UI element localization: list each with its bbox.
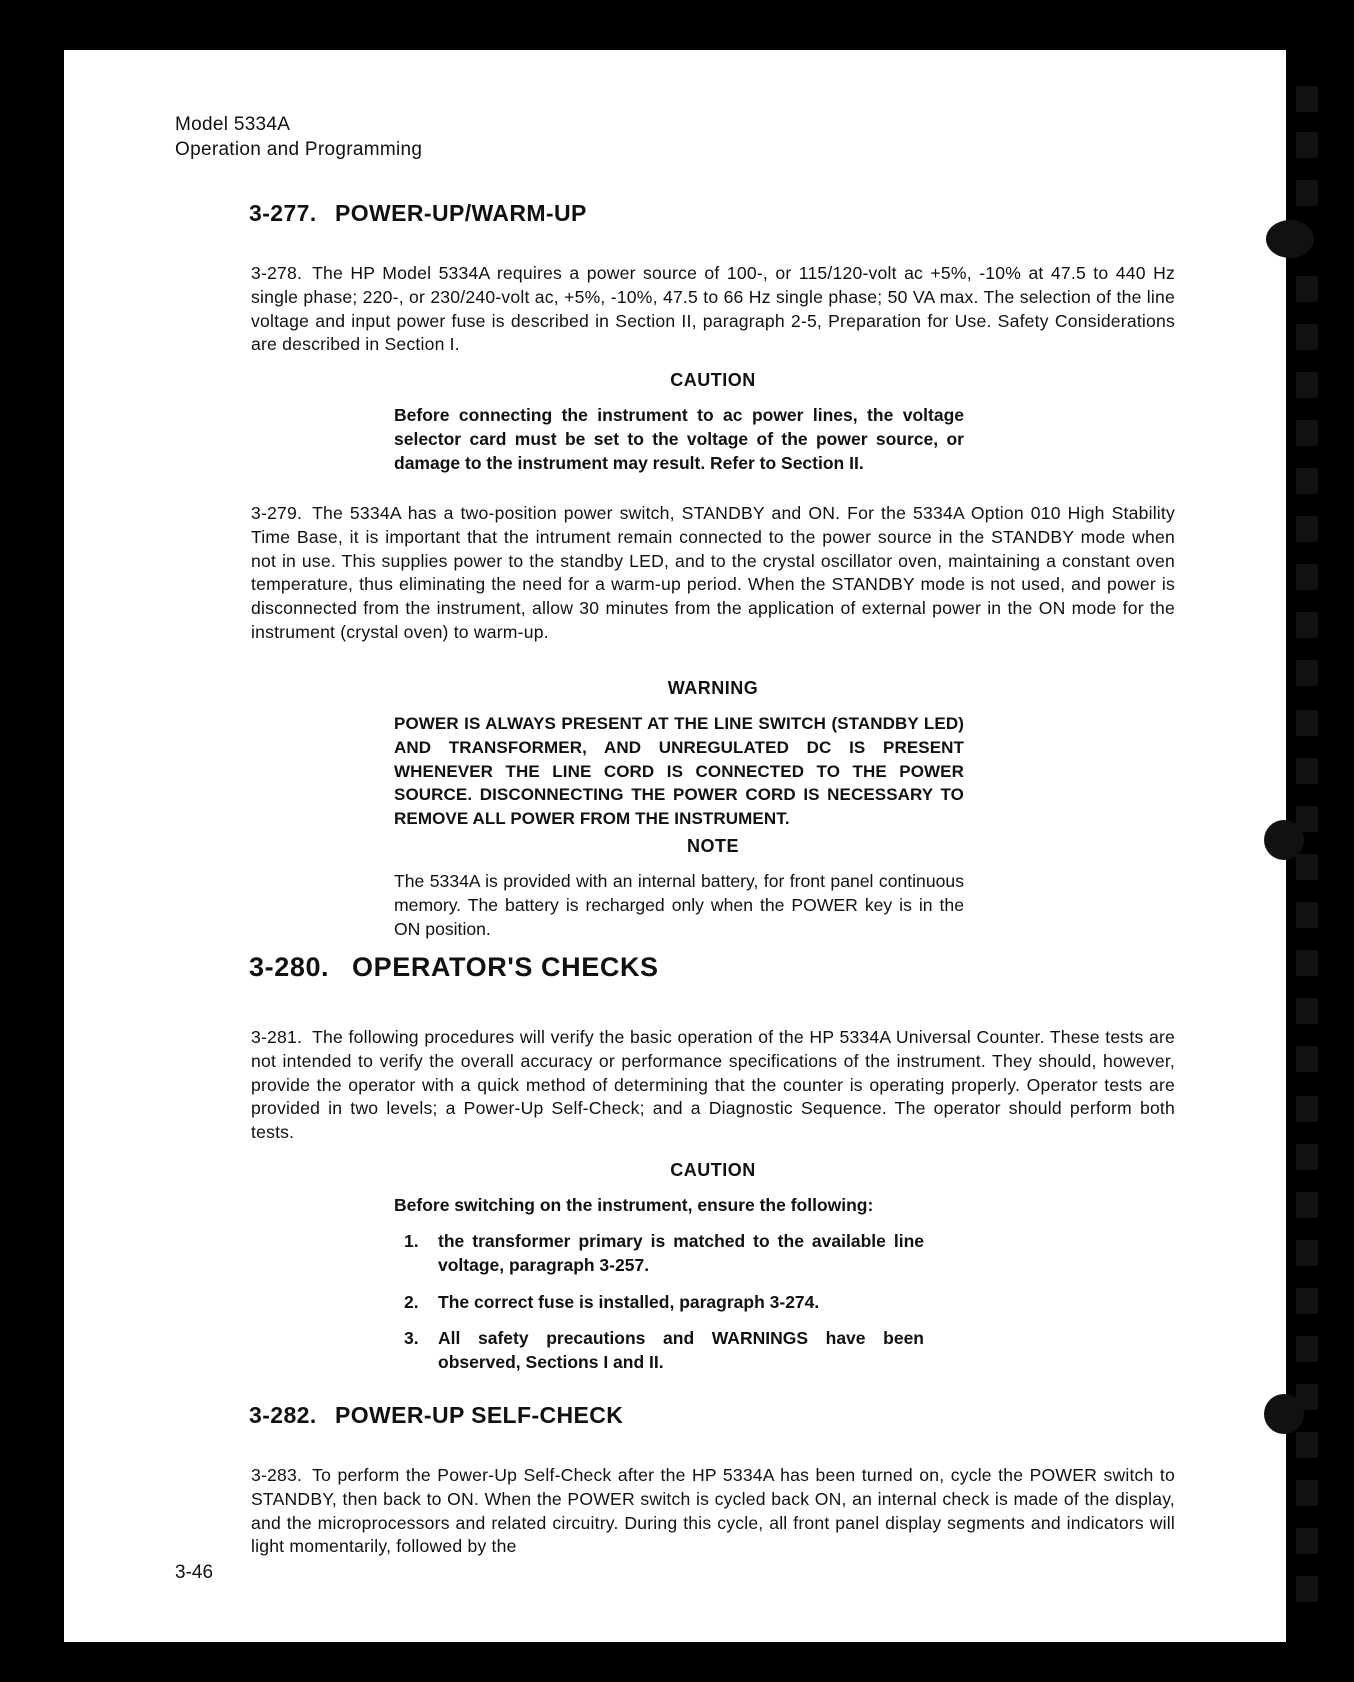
- binding-tab: [1296, 998, 1318, 1024]
- binding-tab: [1296, 1192, 1318, 1218]
- header-model: Model 5334A: [175, 114, 291, 135]
- section-title: OPERATOR'S CHECKS: [352, 952, 659, 982]
- binding-tab: [1296, 276, 1318, 302]
- binding-tab: [1296, 468, 1318, 494]
- paragraph-number: 3-283.: [251, 1465, 303, 1485]
- binding-tab: [1296, 516, 1318, 542]
- section-number: 3-282.: [249, 1402, 317, 1428]
- section-heading-3-280: [249, 952, 659, 983]
- caution-checklist: [404, 1230, 924, 1388]
- binding-edge: [1286, 50, 1354, 1642]
- running-header: [175, 112, 422, 162]
- binding-tab: [1296, 372, 1318, 398]
- binding-tab: [1296, 1336, 1318, 1362]
- section-title: POWER-UP SELF-CHECK: [335, 1402, 624, 1428]
- document-page: [64, 50, 1286, 1642]
- section-heading-3-282: [249, 1402, 623, 1429]
- paragraph-3-279: [251, 502, 1175, 645]
- caution-lead: Before switching on the instrument, ensure the following:: [394, 1195, 874, 1215]
- binding-tab: [1296, 1576, 1318, 1602]
- binding-tab: [1296, 660, 1318, 686]
- binding-tab: [1296, 1046, 1318, 1072]
- binding-tab: [1296, 902, 1318, 928]
- binding-tab: [1296, 710, 1318, 736]
- paragraph-text: To perform the Power-Up Self-Check after the HP 5334A has been turned on, cycle the POWER switch to STANDBY, then back to ON. When the POWER switch is cycled back ON, an internal check is made of the display, and the microprocessors and related circuitry. During this cycle, all front panel display segments and indicators will light momentarily, followed by the: [251, 1465, 1175, 1557]
- binding-tab: [1296, 132, 1318, 158]
- list-number: 2.: [404, 1291, 419, 1312]
- binding-tab: [1296, 1144, 1318, 1170]
- list-item: [404, 1327, 924, 1375]
- warning-text: POWER IS ALWAYS PRESENT AT THE LINE SWITCH (STANDBY LED) AND TRANSFORMER, AND UNREGULATED DC IS PRESENT WHENEVER THE LINE CORD IS CONNECTED TO THE POWER SOURCE. DISCONNECTING THE POWER CORD IS NECESSARY TO REMOVE ALL POWER FROM THE INSTRUMENT.: [394, 714, 964, 829]
- binding-tab: [1296, 420, 1318, 446]
- warning-title: WARNING: [667, 678, 759, 698]
- paragraph-number: 3-278.: [251, 263, 303, 283]
- paragraph-number: 3-281.: [251, 1027, 303, 1047]
- binding-tab: [1296, 950, 1318, 976]
- punch-hole: [1264, 1394, 1304, 1434]
- list-item: [404, 1230, 924, 1278]
- paragraph-number: 3-279.: [251, 503, 303, 523]
- section-heading-3-277: [249, 200, 587, 227]
- list-text: the transformer primary is matched to the available line voltage, paragraph 3-257.: [438, 1231, 924, 1275]
- list-number: 3.: [404, 1328, 419, 1349]
- binding-tab: [1296, 86, 1318, 112]
- binding-tab: [1296, 612, 1318, 638]
- section-number: 3-277.: [249, 200, 317, 226]
- binding-tab: [1296, 854, 1318, 880]
- list-text: All safety precautions and WARNINGS have been observed, Sections I and II.: [438, 1328, 924, 1373]
- note-title: NOTE: [686, 836, 739, 856]
- binding-tab: [1296, 1096, 1318, 1122]
- page-number: 3-46: [175, 1562, 214, 1583]
- paragraph-text: The HP Model 5334A requires a power source of 100-, or 115/120-volt ac +5%, -10% at 47.5 to 440 Hz single phase; 220-, or 230/240-volt ac, +5%, -10%, 47.5 to 66 Hz single phase; 50 VA max. The selection of the line voltage and input power fuse is described in Section II, paragraph 2-5, Preparation for Use. Safety Considerations are described in Section I.: [251, 263, 1175, 355]
- punch-hole: [1266, 220, 1314, 258]
- caution-text: Before connecting the instrument to ac power lines, the voltage selector card must be set to the voltage of the power source, or damage to the instrument may result. Refer to Section II.: [394, 405, 964, 473]
- header-section: Operation and Programming: [175, 139, 423, 160]
- note-text: The 5334A is provided with an internal battery, for front panel continuous memory. The battery is recharged only when the POWER key is in the ON position.: [394, 871, 964, 939]
- paragraph-text: The 5334A has a two-position power switch, STANDBY and ON. For the 5334A Option 010 High Stability Time Base, it is important that the intrument remain connected to the power source in the STANDBY mode when not in use. This supplies power to the standby LED, and to the crystal oscillator oven, maintaining a constant oven temperature, thus eliminating the need for a warm-up period. When the STANDBY mode is not used, and power is disconnected from the instrument, allow 30 minutes from the application of external power in the ON mode for the instrument (crystal oven) to warm-up.: [251, 503, 1175, 642]
- list-item: [404, 1291, 924, 1315]
- paragraph-3-283: [251, 1464, 1175, 1559]
- caution-title: CAUTION: [670, 1160, 756, 1180]
- binding-tab: [1296, 1432, 1318, 1458]
- paragraph-3-278: [251, 262, 1175, 357]
- binding-tab: [1296, 180, 1318, 206]
- list-text: The correct fuse is installed, paragraph 3-274.: [438, 1291, 820, 1312]
- binding-tab: [1296, 1528, 1318, 1554]
- section-number: 3-280.: [249, 952, 330, 982]
- binding-tab: [1296, 758, 1318, 784]
- caution-title: CAUTION: [670, 370, 756, 390]
- paragraph-3-281: [251, 1026, 1175, 1145]
- binding-tab: [1296, 1480, 1318, 1506]
- binding-tab: [1296, 564, 1318, 590]
- binding-tab: [1296, 1240, 1318, 1266]
- binding-tab: [1296, 324, 1318, 350]
- binding-tab: [1296, 1288, 1318, 1314]
- list-number: 1.: [404, 1231, 419, 1251]
- section-title: POWER-UP/WARM-UP: [335, 200, 587, 226]
- paragraph-text: The following procedures will verify the basic operation of the HP 5334A Universal Counter. These tests are not intended to verify the overall accuracy or performance specifications of the instrument. They should, however, provide the operator with a quick method of determining that the counter is operating properly. Operator tests are provided in two levels; a Power-Up Self-Check; and a Diagnostic Sequence. The operator should perform both tests.: [251, 1027, 1175, 1143]
